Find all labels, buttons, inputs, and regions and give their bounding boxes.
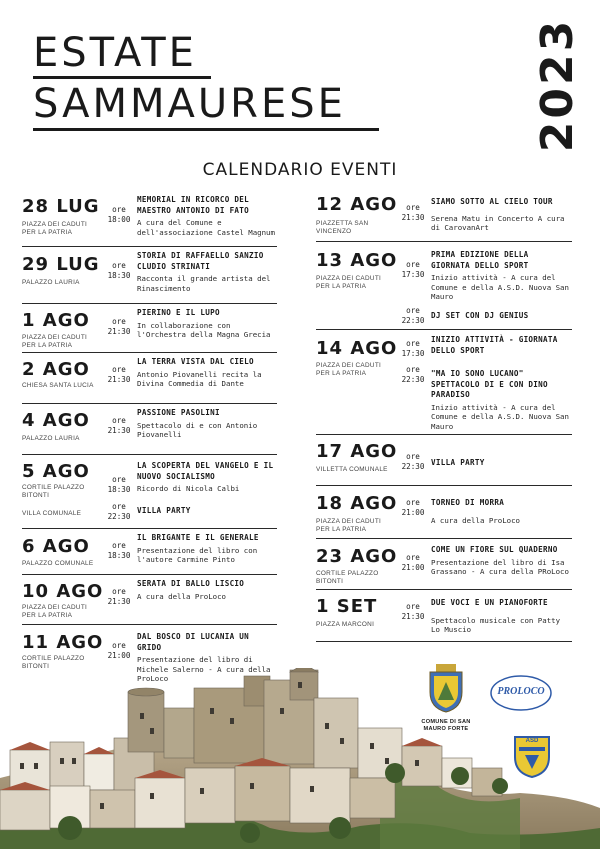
event-row (316, 539, 572, 590)
time-value: 22:30 (401, 375, 425, 385)
time-value: 21:00 (401, 508, 425, 518)
title-underline-2 (33, 128, 379, 131)
time-value: 22:30 (401, 462, 425, 472)
ore-label: ore (112, 416, 126, 425)
event-description: Spettacolo musicale con Patty Lo Muscio (431, 615, 561, 635)
time-value: 21:30 (401, 213, 425, 223)
comune-label: COMUNE DI SAN MAURO FORTE (421, 719, 471, 732)
event-description: Antonio Piovanelli recita la Divina Commedia di Dante (137, 369, 262, 389)
event-title: COME UN FIORE SUL QUADERNO (431, 545, 558, 554)
event-time (104, 317, 134, 338)
event-info (137, 251, 277, 293)
event-description: Spettacolo di e con Antonio Piovanelli (137, 420, 258, 440)
ore-label: ore (112, 261, 126, 270)
event-time (398, 553, 428, 574)
event-description: Racconta il grande artista del Rinascimento (137, 274, 271, 293)
events-column-right (316, 190, 572, 642)
event-date: 13 AGO (316, 250, 398, 271)
event-time-secondary (398, 365, 428, 386)
ore-label: ore (406, 602, 420, 611)
event-place: PIAZZA DEI CADUTI PER LA PATRIA (22, 604, 88, 620)
event-row (316, 330, 572, 435)
event-row (316, 590, 572, 642)
event-time (398, 452, 428, 473)
event-description: A cura della ProLoco (137, 591, 226, 601)
event-row (316, 190, 572, 242)
event-title: LA TERRA VISTA DAL CIELO (137, 357, 254, 366)
time-value: 17:30 (401, 349, 425, 359)
event-title: IL BRIGANTE E IL GENERALE (137, 533, 259, 542)
event-time (104, 365, 134, 386)
event-time (104, 641, 134, 662)
event-date: 6 AGO (22, 536, 90, 557)
event-place: PIAZZA DEI CADUTI PER LA PATRIA (316, 275, 382, 291)
event-title: PIERINO E IL LUPO (137, 308, 220, 317)
event-title: PASSIONE PASOLINI (137, 408, 220, 417)
ore-label: ore (112, 641, 126, 650)
event-date: 4 AGO (22, 410, 90, 431)
event-description: Presentazione del libro di Isa Grassano - A cura della PRoLoco (431, 557, 569, 577)
event-description: In collaborazione con l'Orchestra della Magna Grecia (137, 320, 271, 340)
asd-logo (513, 733, 551, 779)
event-time (398, 602, 428, 623)
event-place: PIAZZA DEI CADUTI PER LA PATRIA (22, 221, 88, 237)
event-time (398, 260, 428, 281)
event-description: Inizio attività - A cura del Comune e della A.S.D. Nuova San Mauro (431, 402, 569, 431)
event-row (22, 455, 277, 529)
proloco-logo (490, 675, 552, 711)
year-label: 2023 (532, 17, 583, 153)
time-value: 22:30 (401, 316, 425, 326)
event-description: A cura della ProLoco (431, 515, 520, 525)
event-row (22, 304, 277, 353)
event-title: DUE VOCI E UN PIANOFORTE (431, 598, 548, 607)
event-title: PRIMA EDIZIONE DELLA GIORNATA DELLO SPORT (431, 250, 529, 270)
crest-icon (422, 662, 470, 714)
event-date: 1 AGO (22, 310, 90, 331)
ore-label: ore (406, 498, 420, 507)
event-title: STORIA DI RAFFAELLO SANZIO CLUDIO STRINATI (137, 251, 264, 271)
event-info (137, 461, 277, 494)
time-value: 21:30 (107, 426, 131, 436)
event-info-secondary (137, 506, 277, 517)
event-row (22, 529, 277, 575)
event-time (104, 261, 134, 282)
event-place: CHIESA SANTA LUCIA (22, 382, 94, 389)
event-date: 14 AGO (316, 338, 398, 359)
event-row (22, 247, 277, 304)
ore-label: ore (112, 587, 126, 596)
event-place: PIAZZA DEI CADUTI PER LA PATRIA (316, 518, 382, 534)
ore-label: ore (112, 475, 126, 484)
event-description: Inizio attività - A cura del Comune e della A.S.D. Nuova San Mauro (431, 273, 569, 302)
event-place: PIAZZA MARCONI (316, 621, 375, 628)
event-info-secondary (431, 311, 572, 322)
event-place: CORTILE PALAZZO BITONTI (22, 484, 85, 500)
ore-label: ore (406, 452, 420, 461)
event-title: DAL BOSCO DI LUCANIA UN GRIDO (137, 632, 250, 652)
event-date: 2 AGO (22, 359, 90, 380)
event-row (316, 435, 572, 486)
event-time (104, 541, 134, 562)
event-title: LA SCOPERTA DEL VANGELO E IL NUOVO SOCIALISMO (137, 461, 274, 481)
event-info (431, 545, 572, 577)
event-description: Presentazione del libro di Michele Salerno - A cura della ProLoco (137, 655, 271, 684)
event-date: 17 AGO (316, 441, 398, 462)
time-value: 18:30 (107, 551, 131, 561)
ore-label: ore (406, 553, 420, 562)
event-row (22, 404, 277, 455)
event-row (22, 190, 277, 247)
event-info (431, 197, 572, 233)
event-info (137, 195, 277, 237)
event-title: INIZIO ATTIVITÀ - GIORNATA DELLO SPORT (431, 335, 558, 355)
event-place: CORTILE PALAZZO BITONTI (22, 655, 85, 671)
event-description: Presentazione del libro con l'autore Carmine Pinto (137, 545, 258, 565)
time-value: 21:30 (107, 327, 131, 337)
event-date: 11 AGO (22, 632, 104, 653)
event-title: SIAMO SOTTO AL CIELO TOUR (431, 197, 553, 206)
event-place-secondary: VILLA COMUNALE (22, 510, 82, 517)
event-info (137, 533, 277, 565)
event-row (316, 242, 572, 330)
event-date: 23 AGO (316, 546, 398, 567)
time-value: 17:30 (401, 270, 425, 280)
title-underline-1 (33, 76, 211, 79)
event-time (104, 587, 134, 608)
event-time (104, 475, 134, 496)
event-info (137, 308, 277, 340)
event-info (137, 408, 277, 440)
event-time (398, 498, 428, 519)
time-value: 21:30 (107, 597, 131, 607)
asd-label: ASD (525, 738, 539, 744)
ore-label: ore (112, 317, 126, 326)
event-description: A cura del Comune e dell'associazione Castel Magnum (137, 218, 275, 237)
time-value: 21:00 (107, 651, 131, 661)
event-info (137, 579, 277, 601)
event-time-secondary (398, 306, 428, 327)
ore-label: ore (406, 203, 420, 212)
event-info (431, 458, 572, 469)
event-row (316, 486, 572, 539)
event-place: PALAZZO LAURIA (22, 435, 80, 442)
event-title: VILLA PARTY (137, 506, 191, 515)
time-value: 18:30 (107, 485, 131, 495)
event-date: 10 AGO (22, 581, 104, 602)
event-title: "MA IO SONO LUCANO" SPETTACOLO DI E CON DINO PARADISO (431, 369, 548, 400)
ore-label: ore (406, 365, 420, 374)
event-title: MEMORIAL IN RICORCO DEL MAESTRO ANTONIO DI FATO (137, 195, 250, 215)
event-date: 1 SET (316, 596, 378, 617)
event-title: TORNEO DI MORRA (431, 498, 505, 507)
time-value: 22:30 (107, 512, 131, 522)
time-value: 21:30 (401, 612, 425, 622)
time-value: 21:00 (401, 563, 425, 573)
subtitle: CALENDARIO EVENTI (202, 160, 398, 180)
comune-logo (422, 662, 470, 732)
event-row (22, 575, 277, 625)
event-place: PALAZZO LAURIA (22, 279, 80, 286)
event-time (398, 203, 428, 224)
event-place: PIAZZA DEI CADUTI PER LA PATRIA (316, 362, 382, 378)
event-info (431, 335, 572, 356)
ore-label: ore (112, 205, 126, 214)
event-info (137, 357, 277, 389)
event-info (431, 598, 572, 635)
event-place: CORTILE PALAZZO BITONTI (316, 570, 379, 586)
event-title: SERATA DI BALLO LISCIO (137, 579, 245, 588)
time-value: 18:00 (107, 215, 131, 225)
ore-label: ore (406, 306, 420, 315)
ore-label: ore (406, 339, 420, 348)
event-time-secondary (104, 502, 134, 523)
event-date: 12 AGO (316, 194, 398, 215)
ore-label: ore (112, 502, 126, 511)
event-title: VILLA PARTY (431, 458, 485, 467)
event-date: 28 LUG (22, 196, 100, 217)
event-description: Ricordo di Nicola Calbi (137, 484, 240, 494)
event-time (398, 339, 428, 360)
time-value: 18:30 (107, 271, 131, 281)
title-sammaurese: SAMMAURESE (33, 81, 346, 127)
event-place: PALAZZO COMUNALE (22, 560, 94, 567)
event-place: VILLETTA COMUNALE (316, 466, 388, 473)
event-title: DJ SET CON DJ GENIUS (431, 311, 529, 320)
event-date: 5 AGO (22, 461, 90, 482)
event-info (431, 498, 572, 525)
ore-label: ore (112, 365, 126, 374)
time-value: 21:30 (107, 375, 131, 385)
event-place: PIAZZA DEI CADUTI PER LA PATRIA (22, 334, 88, 350)
event-info (431, 250, 572, 302)
ore-label: ore (406, 260, 420, 269)
proloco-label: PROLOCO (497, 686, 545, 697)
event-date: 18 AGO (316, 493, 398, 514)
event-time (104, 416, 134, 437)
event-place: PIAZZETTA SAN VINCENZO (316, 220, 369, 236)
event-time (104, 205, 134, 226)
event-date: 29 LUG (22, 254, 100, 275)
title-estate: ESTATE (33, 30, 197, 76)
event-row (22, 353, 277, 404)
ore-label: ore (112, 541, 126, 550)
event-description: Serena Matu in Concerto A cura di CarovanArt (431, 213, 565, 233)
events-column-left (22, 190, 277, 685)
event-info-secondary (431, 369, 572, 431)
